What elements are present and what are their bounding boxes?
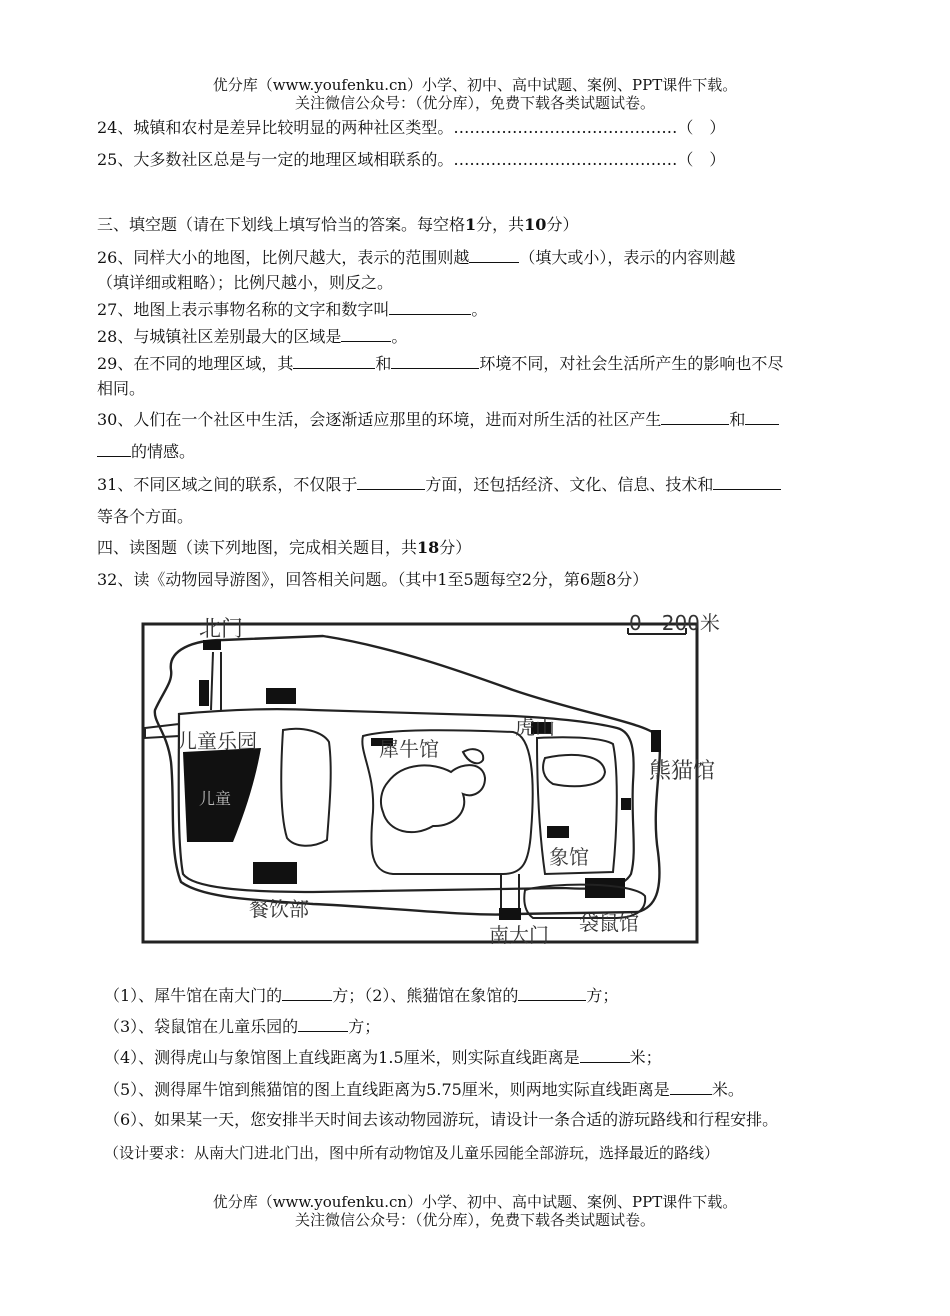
panda-building [651,730,661,752]
section-3-title-b: 分，共 [476,215,525,234]
s1-blank[interactable] [282,984,332,1001]
q28-text-b: 。 [391,327,408,346]
question-31-line-1 [97,473,877,496]
question-29-line-1 [97,352,877,375]
panda-annex [621,798,631,810]
label-kids: 儿童 [199,789,232,808]
footer-line-1: 优分库（www.youfenku.cn）小学、初中、高中试题、案例、PPT课件下载。 [212,1193,738,1211]
s5-text-b: 米。 [711,1080,744,1099]
q30-text-c: 的情感。 [131,442,196,461]
s5-text-a: （5）、测得犀牛馆到熊猫馆的图上直线距离为5.75厘米，则两地实际直线距离是 [104,1080,670,1099]
q26-text-c: （填详细或粗略）；比例尺越小，则反之。 [97,273,394,292]
q29-text-c: 环境不同，对社会生活所产生的影响也不尽 [479,354,784,373]
q26-text-b: （填大或小），表示的内容则越 [519,248,736,267]
q30-blank-2a[interactable] [745,408,779,425]
s3-blank[interactable] [298,1015,348,1032]
q28-text-a: 28、与城镇社区差别最大的区域是 [97,327,342,346]
q30-text-a: 30、人们在一个社区中生活，会逐渐适应那里的环境，进而对所生活的社区产生 [97,410,662,429]
s4-text-b: 米； [629,1048,662,1067]
label-kangaroo: 袋鼠馆 [579,911,639,935]
elephant-building [547,826,569,838]
question-26-line-2 [97,272,877,294]
subquestion-6: （6）、如果某一天，您安排半天时间去该动物园游玩，请设计一条合适的游玩路线和行程安排。 [104,1110,779,1129]
q29-blank-1[interactable] [293,352,375,369]
q29-blank-2[interactable] [391,352,479,369]
label-rhino: 犀牛馆 [379,737,439,761]
subquestion-5 [104,1078,884,1101]
s1-text-a: （1）、犀牛馆在南大门的 [104,986,283,1005]
q26-blank-1[interactable] [469,246,519,263]
s1-text-c: 方； [586,986,619,1005]
header-line-1: 优分库（www.youfenku.cn）小学、初中、高中试题、案例、PPT课件下载。 [212,76,738,94]
section-4-score: 18 [417,538,440,557]
label-restaurant: 餐饮部 [249,897,309,921]
question-28 [97,325,877,348]
question-31-line-2 [97,506,877,528]
s3-text-a: （3）、袋鼠馆在儿童乐园的 [104,1017,299,1036]
south-gate-marker [499,908,521,920]
question-24: 24、城镇和农村是差异比较明显的两种社区类型。……………………………………（ ） [97,118,726,137]
question-29-line-2 [97,378,877,400]
section-4-title-a: 四、读图题（读下列地图，完成相关题目，共 [97,538,418,557]
q29-text-a: 29、在不同的地理区域，其 [97,354,294,373]
section-4-title [97,537,877,559]
s4-blank[interactable] [580,1046,630,1063]
s1-text-b: 方；（2）、熊猫馆在象馆的 [332,986,519,1005]
zoo-guide-map [133,612,725,950]
subquestion-6-requirement: （设计要求：从南大门进北门出，图中所有动物馆及儿童乐园能全部游玩，选择最近的路线） [104,1144,720,1162]
s2-blank[interactable] [518,984,586,1001]
section-3-score-total: 10 [524,215,547,234]
label-south-gate: 南大门 [489,923,549,947]
q31-text-c: 等各个方面。 [97,507,194,526]
label-kids-park: 儿童乐园 [177,729,257,753]
q30-text-b: 和 [729,410,746,429]
restaurant-building [253,862,297,884]
inner-road-west [281,729,331,846]
q31-blank-1[interactable] [357,473,425,490]
section-3-title-a: 三、填空题（请在下划线上填写恰当的答案。每空格 [97,215,466,234]
q28-blank[interactable] [341,325,391,342]
building-northwest [199,680,209,706]
question-26-line-1 [97,246,877,269]
s4-text-a: （4）、测得虎山与象馆图上直线距离为1.5厘米，则实际直线距离是 [104,1048,580,1067]
panda-pond [543,755,605,786]
label-north-gate: 北门 [199,617,244,642]
building-north [266,688,296,704]
question-30-line-2 [97,440,877,463]
subquestion-4 [104,1046,884,1069]
q29-text-d: 相同。 [97,379,146,398]
q31-text-b: 方面，还包括经济、文化、信息、技术和 [425,475,714,494]
question-30-line-1 [97,408,877,431]
s5-blank[interactable] [670,1078,712,1095]
pond [463,749,483,763]
section-3-title [97,214,877,236]
q29-text-b: 和 [375,354,392,373]
s3-text-b: 方； [348,1017,381,1036]
q27-blank[interactable] [389,298,471,315]
label-scale: 0 200米 [629,612,720,635]
q30-blank-1[interactable] [661,408,729,425]
q31-blank-2[interactable] [713,473,781,490]
section-3-title-c: 分） [546,215,579,234]
q27-text-a: 27、地图上表示事物名称的文字和数字叫 [97,300,390,319]
label-panda: 熊猫馆 [649,759,716,784]
q31-text-a: 31、不同区域之间的联系，不仅限于 [97,475,358,494]
section-3-score-each: 1 [465,215,477,234]
label-tiger: 虎山 [515,715,555,739]
north-gate-road-left [211,652,213,710]
lake [381,765,485,832]
header-line-2: 关注微信公众号：（优分库），免费下载各类试题试卷。 [294,94,655,112]
footer-line-2: 关注微信公众号：（优分库），免费下载各类试题试卷。 [294,1211,655,1229]
question-32: 32、读《动物园导游图》，回答相关问题。（其中1至5题每空2分，第6题8分） [97,570,649,589]
kangaroo-building [585,878,625,898]
subquestion-3 [104,1015,884,1038]
section-4-title-b: 分） [439,538,472,557]
question-27 [97,298,877,321]
question-25: 25、大多数社区总是与一定的地理区域相联系的。……………………………………（ ） [97,150,726,169]
q30-blank-2b[interactable] [97,440,131,457]
q26-text-a: 26、同样大小的地图，比例尺越大，表示的范围则越 [97,248,470,267]
q27-text-b: 。 [471,300,488,319]
label-elephant: 象馆 [549,845,589,869]
subquestion-1-2 [104,984,884,1007]
